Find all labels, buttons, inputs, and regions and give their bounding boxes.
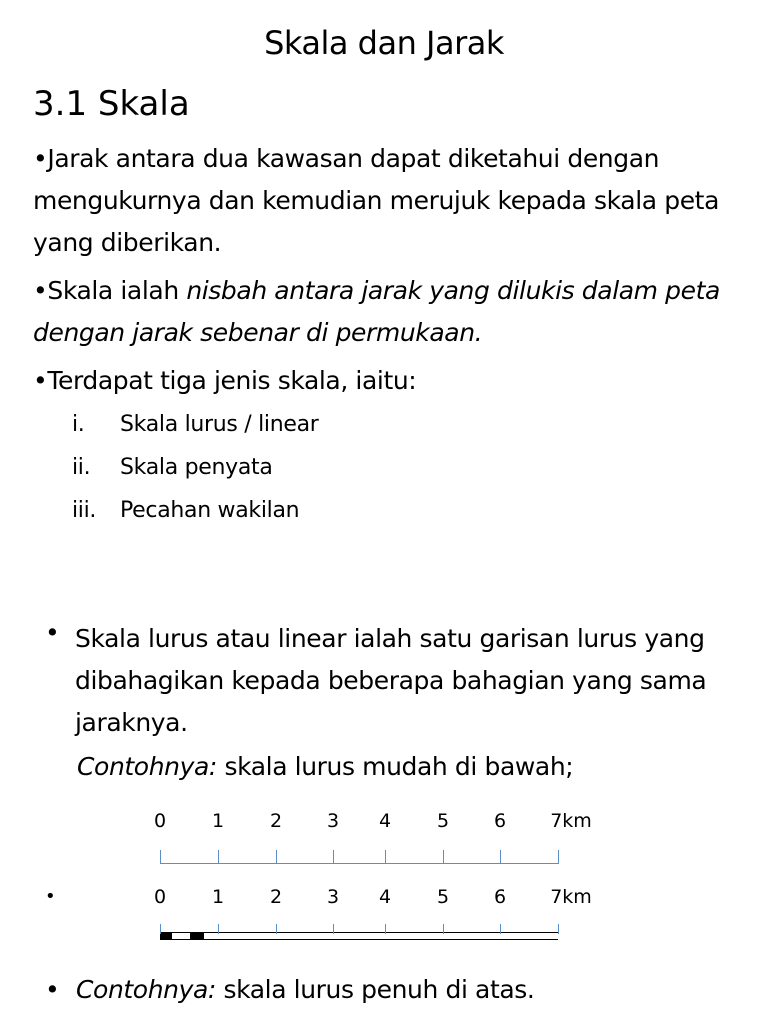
list-item-label: Skala lurus / linear (120, 412, 319, 437)
scale-label: 7km (550, 886, 592, 908)
scale-label: 1 (211, 810, 225, 832)
example-simple-scale (77, 752, 573, 781)
scale-tick (500, 850, 501, 864)
scale-tick (218, 924, 219, 934)
full-scale-segment-1 (190, 933, 204, 939)
scale-tick (333, 924, 334, 934)
scale-tick (500, 924, 501, 934)
list-item-number: iii. (72, 498, 97, 523)
bullet: • (45, 886, 56, 907)
scale-label: 6 (493, 810, 507, 832)
scale-label: 0 (153, 810, 167, 832)
scale-label: 5 (436, 886, 450, 908)
scale-tick (160, 850, 161, 864)
full-scale-bar (160, 924, 558, 944)
scale-tick (218, 850, 219, 864)
example-label: Contohnya: (77, 752, 217, 781)
scale-label: 2 (269, 810, 283, 832)
paragraph-types-intro: •Terdapat tiga jenis skala, iaitu: (33, 366, 417, 395)
section-heading: 3.1 Skala (33, 84, 190, 124)
list-item (72, 412, 472, 442)
example-text: skala lurus mudah di bawah; (216, 752, 574, 781)
example-label: Contohnya: (76, 975, 216, 1004)
scale-label: 4 (378, 886, 392, 908)
list-item-number: i. (72, 412, 85, 437)
scale-label: 4 (378, 810, 392, 832)
scale-tick (558, 924, 559, 934)
list-item-label: Skala penyata (120, 455, 273, 480)
bullet: • (45, 618, 60, 647)
page-title: Skala dan Jarak (264, 24, 504, 62)
linear-scale-description: Skala lurus atau linear ialah satu garisan lurus yang dibahagikan kepada beberapa bahagian yang sama jaraknya. (75, 624, 707, 737)
scale-tick (385, 850, 386, 864)
scale-label: 1 (211, 886, 225, 908)
list-item (72, 498, 472, 528)
scale-label: 3 (326, 886, 340, 908)
simple-scale-baseline (160, 863, 558, 864)
scale-tick (276, 850, 277, 864)
simple-scale-bar (160, 850, 558, 864)
paragraph-skala-definition (33, 270, 753, 354)
example-full-scale (76, 975, 534, 1004)
scale-tick (558, 850, 559, 864)
scale-label: 7km (550, 810, 592, 832)
scale-tick (160, 924, 161, 934)
scale-tick (443, 850, 444, 864)
scale-label: 2 (269, 886, 283, 908)
scale-label: 6 (493, 886, 507, 908)
list-item (72, 455, 472, 485)
full-scale-segment-0 (160, 933, 172, 939)
scale-tick (276, 924, 277, 934)
definition-italic: nisbah antara jarak yang dilukis dalam peta dengan jarak sebenar di permukaan. (33, 276, 720, 347)
scale-label: 0 (153, 886, 167, 908)
scale-tick (443, 924, 444, 934)
bullet: • (45, 975, 60, 1004)
list-item-number: ii. (72, 455, 91, 480)
definition-prefix: •Skala ialah (33, 276, 187, 305)
paragraph-jarak: •Jarak antara dua kawasan dapat diketahui dengan mengukurnya dan kemudian merujuk kepada skala peta yang diberikan. (33, 144, 719, 257)
scale-tick (333, 850, 334, 864)
scale-label: 3 (326, 810, 340, 832)
scale-tick (385, 924, 386, 934)
full-scale-double-line (160, 932, 558, 940)
scale-label: 5 (436, 810, 450, 832)
list-item-label: Pecahan wakilan (120, 498, 300, 523)
example-text: skala lurus penuh di atas. (215, 975, 535, 1004)
